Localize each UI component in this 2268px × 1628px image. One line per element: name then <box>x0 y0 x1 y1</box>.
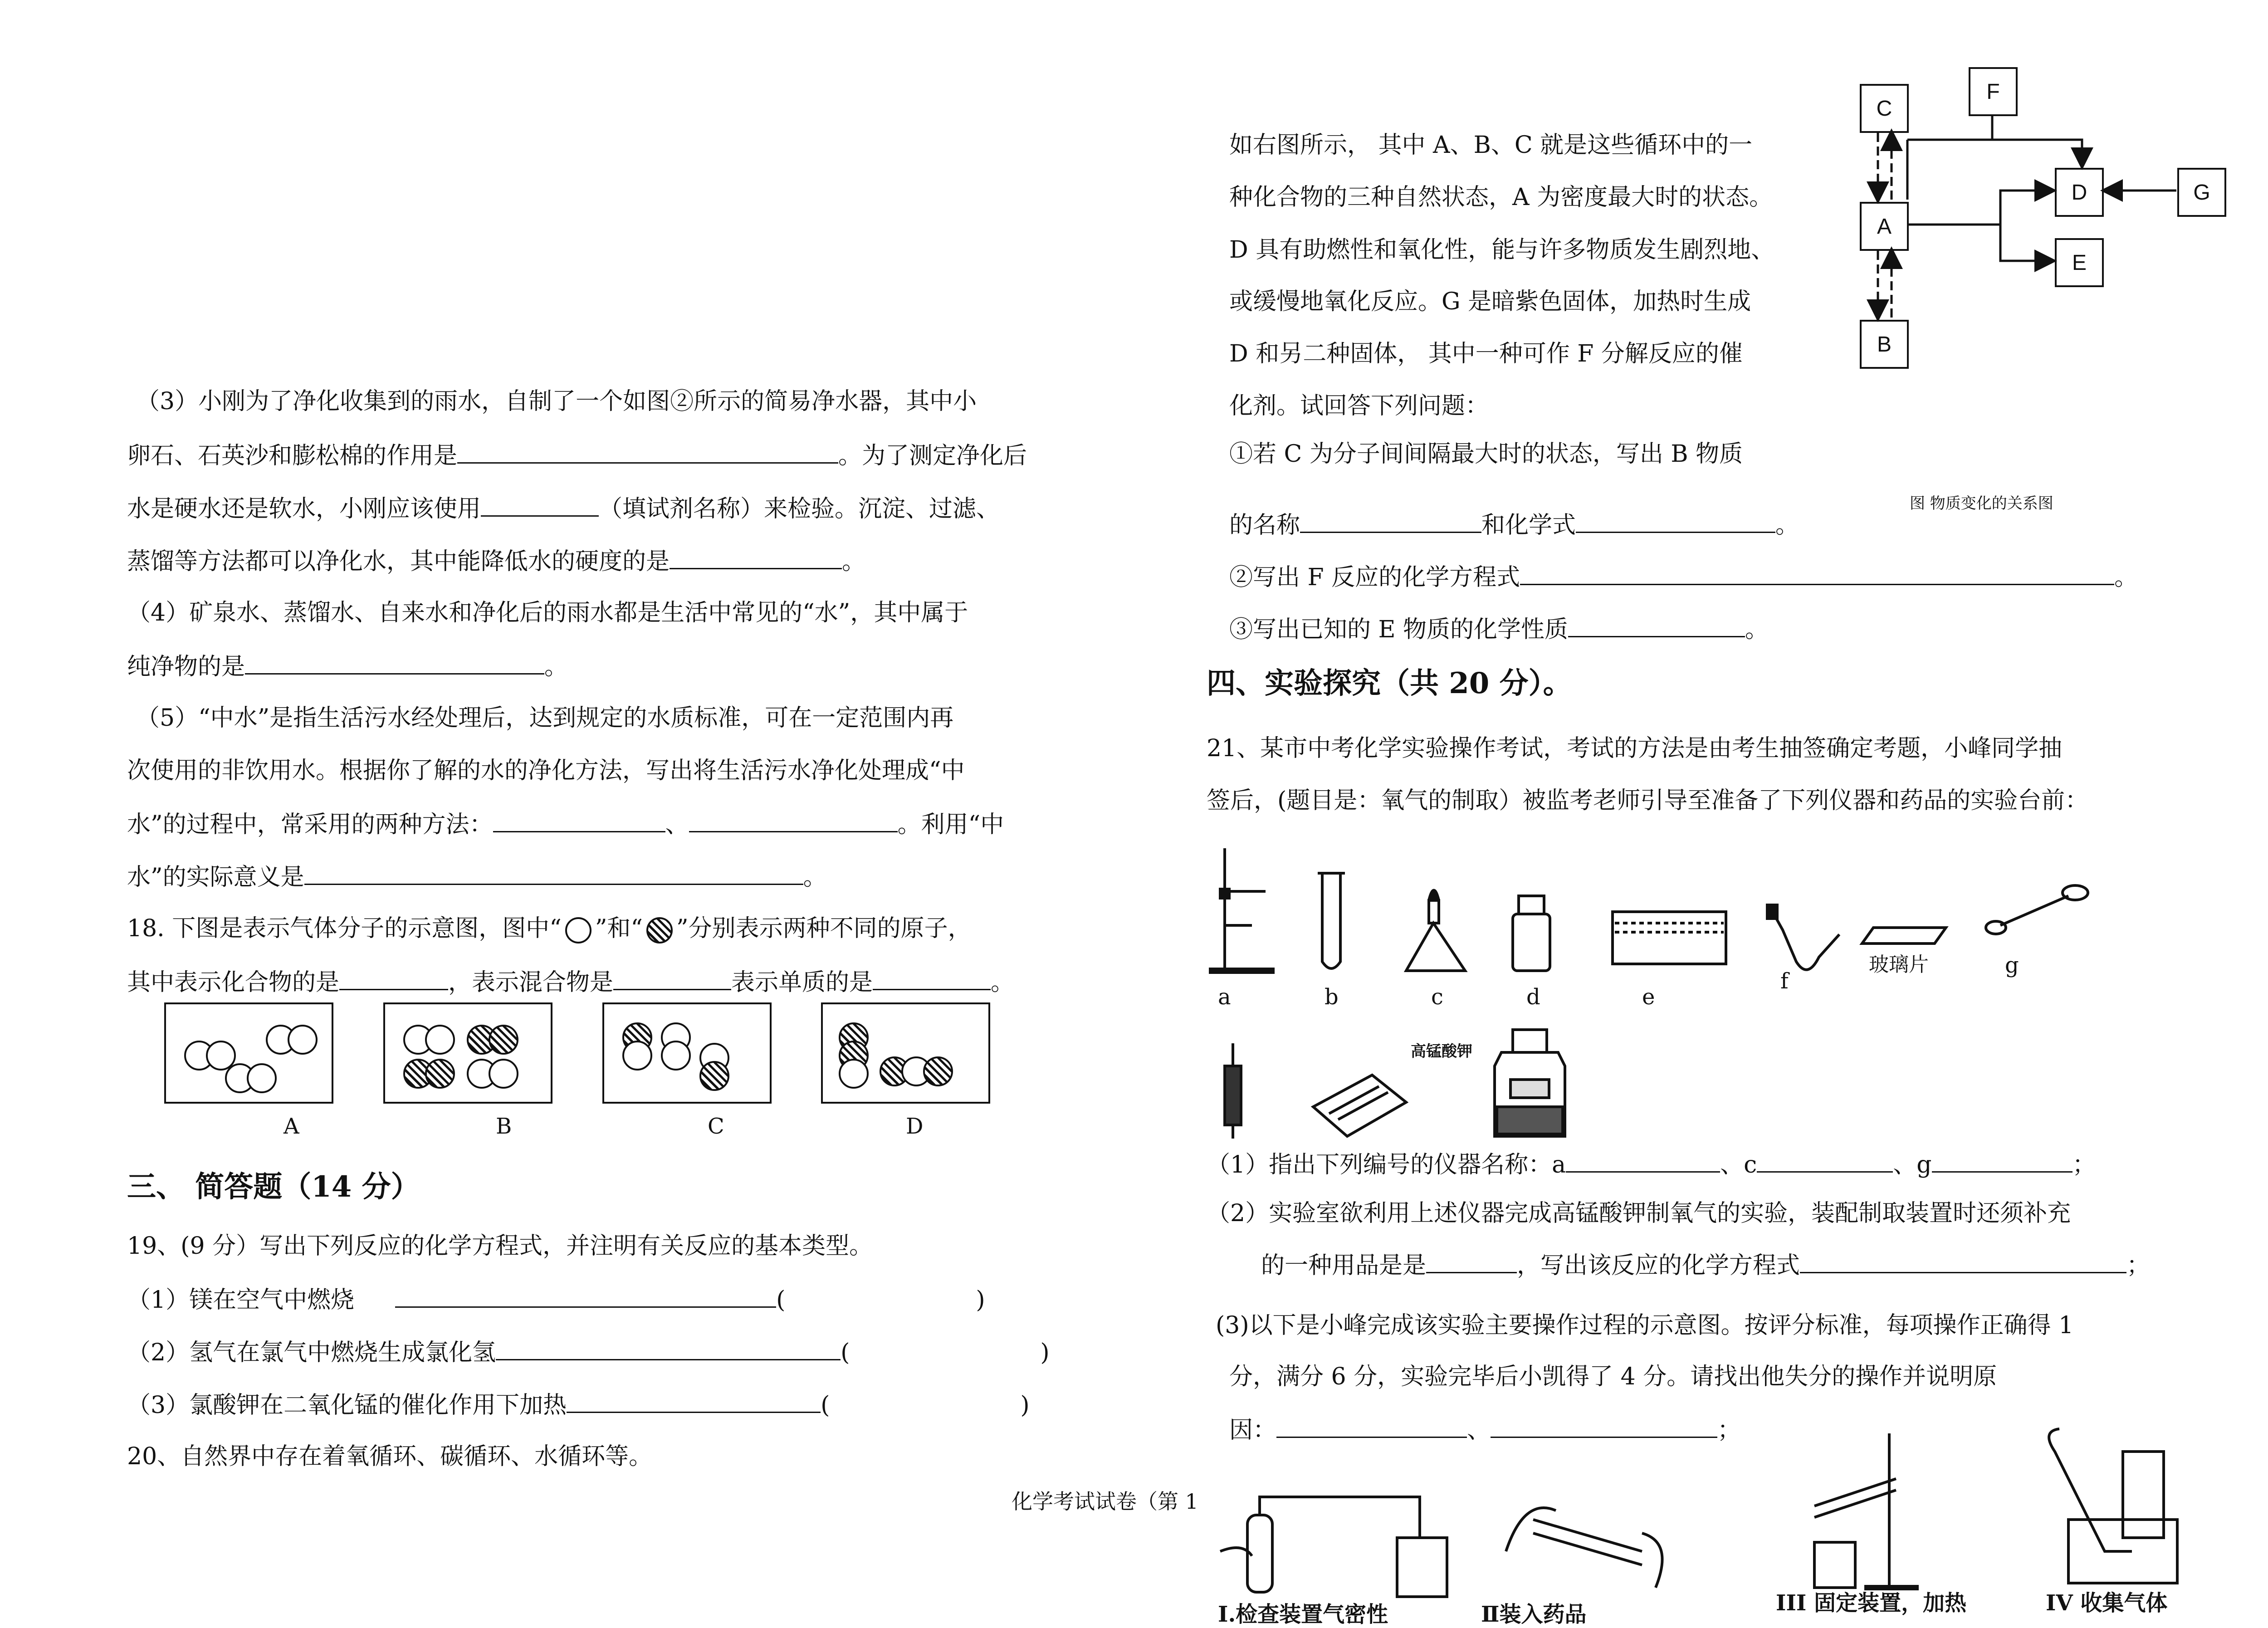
q21-3-line2: 分，满分 6 分，实验完毕后小凯得了 4 分。请找出他失分的操作并说明原 <box>1229 1363 1997 1390</box>
section-4-title: 四、实验探究（共 20 分）。 <box>1207 666 1572 700</box>
q20-text-5: D 和另二种固体， 其中一种可作 F 分解反应的催 <box>1229 340 1743 367</box>
section-3-title: 三、 简答题（14 分） <box>127 1170 420 1204</box>
q17-4-line2: 纯净物的是 。 <box>127 650 568 683</box>
q17-3-line3: 水是硬水还是软水，小刚应该使用 （填试剂名称）来检验。沉淀、过滤、 <box>127 492 1000 525</box>
molecule-label-a: A <box>284 1114 299 1139</box>
page-footer: 化学考试试卷（第 1 <box>1012 1489 1198 1514</box>
apparatus-label-f: f <box>1780 968 1789 994</box>
apparatus-label-g: g <box>2005 953 2019 978</box>
step-label-3: III 固定装置，加热 <box>1776 1590 1967 1616</box>
q19-item-2: （2）氢气在氯气中燃烧生成氯化氢 ( ) <box>127 1335 1050 1369</box>
q19-item-3: （3）氯酸钾在二氧化锰的催化作用下加热 ( ) <box>127 1388 1030 1421</box>
q21-2-line2: 的一种用品是是 ，写出该反应的化学方程式 ； <box>1261 1248 2150 1281</box>
q17-5-line1: （5）“中水”是指生活污水经处理后，达到规定的水质标准，可在一定范围内再 <box>136 704 954 732</box>
q17-5-line2: 次使用的非饮用水。根据你了解的水的净化方法，写出将生活污水净化处理成“中 <box>127 757 965 784</box>
load-reagent-icon <box>1506 1508 1662 1588</box>
q20-text-1: 如右图所示， 其中 A、B、C 就是这些循环中的一 <box>1229 132 1753 159</box>
q21-2-line1: （2）实验室欲利用上述仪器完成高锰酸钾制氧气的实验，装配制取装置时还须补充 <box>1207 1200 2071 1227</box>
node-a: A <box>1860 202 1909 251</box>
node-c: C <box>1860 84 1909 133</box>
apparatus-label-d: d <box>1526 984 1540 1010</box>
q20-text-4: 或缓慢地氧化反应。G 是暗紫色固体，加热时生成 <box>1229 288 1751 315</box>
q20-q2: ②写出 F 反应的化学方程式 。 <box>1229 560 2138 593</box>
apparatus-label-b: b <box>1325 984 1339 1010</box>
apparatus-label-glass: 玻璃片 <box>1869 953 1929 976</box>
node-b: B <box>1860 320 1909 369</box>
q20-text-6: 化剂。试回答下列问题： <box>1229 392 1489 420</box>
fix-and-heat-icon <box>1814 1433 1919 1588</box>
reagent-label: 高锰酸钾 <box>1411 1042 1472 1061</box>
q17-4-line1: （4）矿泉水、蒸馏水、自来水和净化后的雨水都是生活中常见的“水”，其中属于 <box>127 599 968 626</box>
q17-3-line1: （3）小刚为了净化收集到的雨水，自制了一个如图②所示的简易净水器，其中小 <box>136 388 977 415</box>
q21-text-1: 21、某市中考化学实验操作考试，考试的方法是由考生抽签确定考题，小峰同学抽 <box>1207 735 2063 762</box>
q20-title: 20、自然界中存在着氧循环、碳循环、水循环等。 <box>127 1443 653 1470</box>
q17-5-line4: 水”的实际意义是 。 <box>127 860 827 893</box>
apparatus-label-a: a <box>1218 984 1231 1010</box>
apparatus-label-c: c <box>1431 984 1443 1010</box>
node-d: D <box>2055 168 2104 217</box>
node-e: E <box>2055 238 2104 287</box>
q19-item-1: （1）镁在空气中燃烧 ( ) <box>127 1283 985 1316</box>
apparatus-label-e: e <box>1642 984 1655 1010</box>
q21-3-line3: 因： 、 ； <box>1229 1413 1741 1446</box>
node-f: F <box>1969 67 2018 116</box>
q18-line2: 其中表示化合物的是 ，表示混合物是 表示单质的是 。 <box>127 965 1014 998</box>
step-label-2: Ⅱ装入药品 <box>1481 1602 1587 1627</box>
q17-5-line3: 水”的过程中，常采用的两种方法： 、 。利用“中 <box>127 807 1004 841</box>
q20-text-2: 种化合物的三种自然状态，A 为密度最大时的状态。 <box>1229 184 1773 211</box>
q20-q3: ③写出已知的 E 物质的化学性质 。 <box>1229 612 1769 645</box>
q20-q1b: 的名称 和化学式 。 <box>1229 508 1799 541</box>
q20-q1a: ①若 C 为分子间间隔最大时的状态，写出 B 物质 <box>1229 440 1743 468</box>
diagram-caption: 图 物质变化的关系图 <box>1910 494 2053 513</box>
collect-gas-icon <box>2049 1429 2177 1583</box>
airtight-check-icon <box>1220 1497 1447 1597</box>
q21-text-2: 签后，(题目是：氧气的制取）被监考老师引导至准备了下列仪器和药品的实验台前： <box>1207 787 2089 814</box>
molecule-label-d: D <box>906 1114 924 1139</box>
step-label-4: IV 收集气体 <box>2046 1590 2168 1616</box>
q17-3-line2: 卵石、石英沙和膨松棉的作用是 。为了测定净化后 <box>127 439 1027 472</box>
q19-title: 19、(9 分）写出下列反应的化学方程式，并注明有关反应的基本类型。 <box>127 1232 873 1260</box>
q21-3-line1: (3)以下是小峰完成该实验主要操作过程的示意图。按评分标准，每项操作正确得 1 <box>1216 1312 2074 1339</box>
q20-text-3: D 具有助燃性和氧化性，能与许多物质发生剧烈地、 <box>1229 236 1775 264</box>
q17-3-line4: 蒸馏等方法都可以净化水，其中能降低水的硬度的是 。 <box>127 544 865 577</box>
q18-line1: 18. 下图是表示气体分子的示意图，图中“ ”和“ ”分别表示两种不同的原子， <box>127 913 972 944</box>
molecule-label-c: C <box>708 1114 724 1139</box>
node-g: G <box>2177 168 2226 217</box>
molecule-label-b: B <box>496 1114 512 1139</box>
q21-1: （1）指出下列编号的仪器名称：a 、c 、g ； <box>1207 1148 2096 1181</box>
step-label-1: Ⅰ.检查装置气密性 <box>1218 1602 1388 1627</box>
